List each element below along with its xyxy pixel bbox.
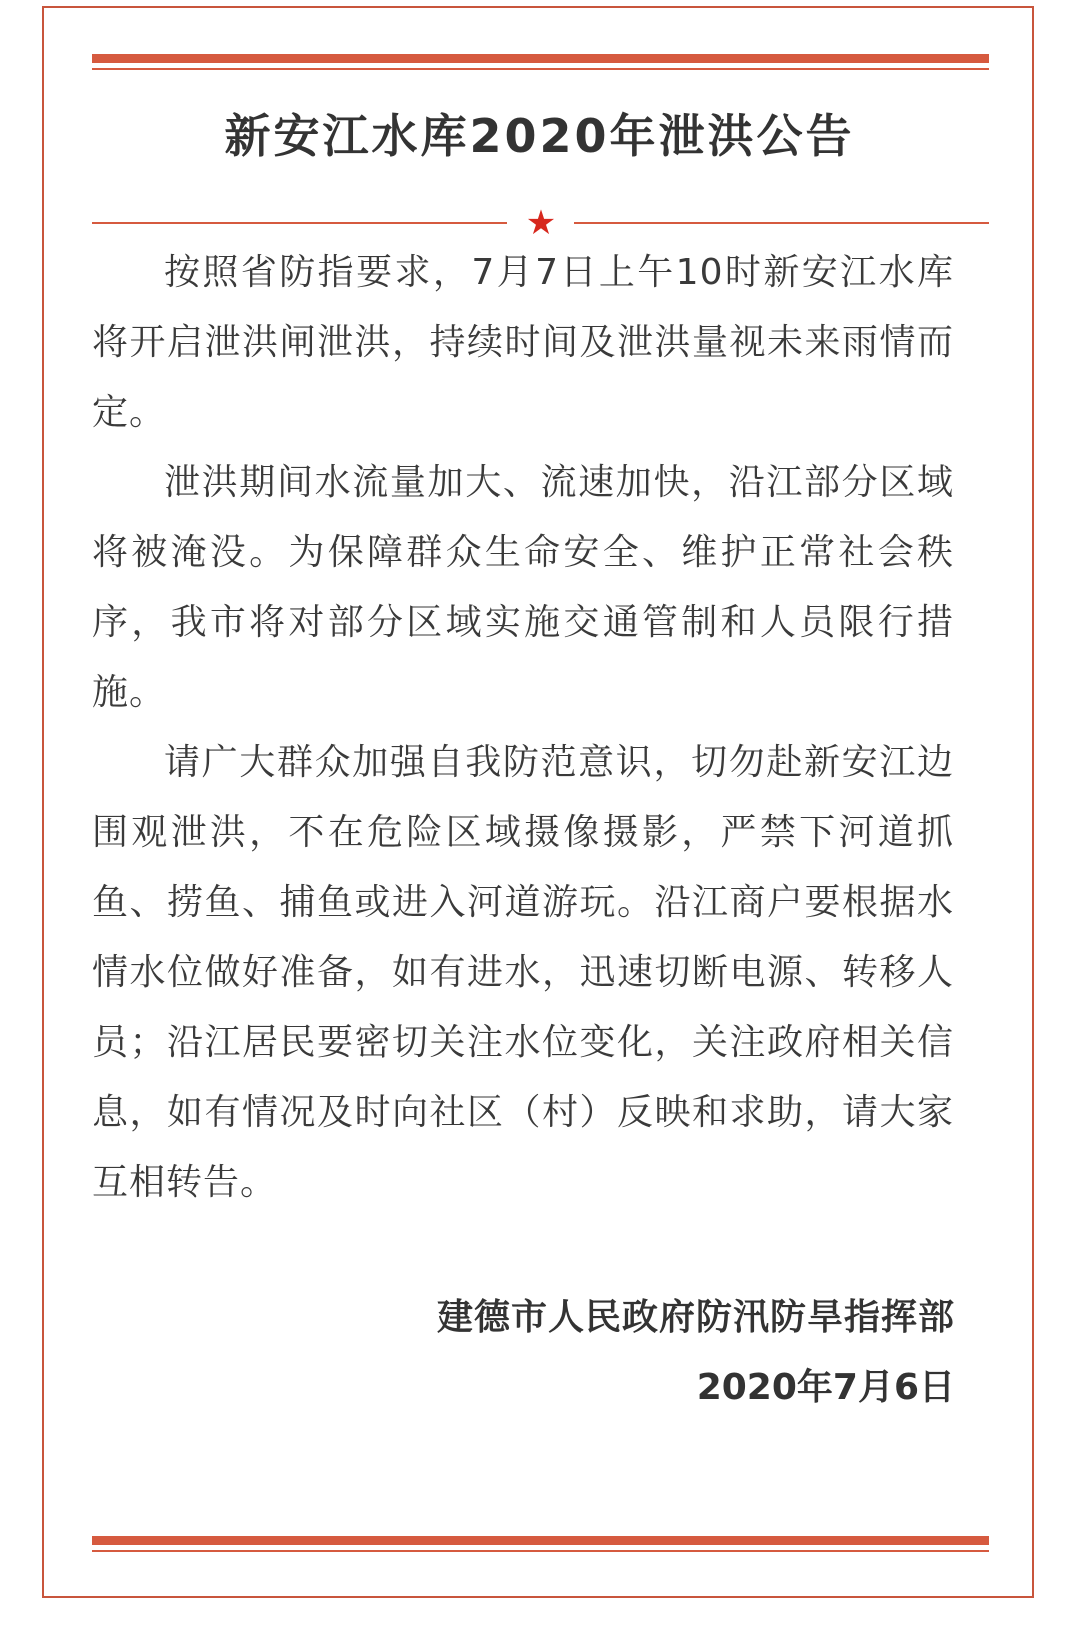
paragraph-2: 泄洪期间水流量加大、流速加快，沿江部分区域将被淹没。为保障群众生命安全、维护正常社会秩序，我市将对部分区域实施交通管制和人员限行措施。 (92, 462, 954, 713)
paragraph-3: 请广大群众加强自我防范意识，切勿赴新安江边围观泄洪，不在危险区域摄像摄影，严禁下河道抓鱼、捞鱼、捕鱼或进入河道游玩。沿江商户要根据水情水位做好准备，如有进水，迅速切断电源、转移人员；沿江居民要密切关注水位变化，关注政府相关信息，如有情况及时向社区（村）反映和求助，请大家互相转告。 (92, 742, 954, 1203)
signature-block (437, 1298, 955, 1408)
top-decorative-rule (92, 54, 989, 70)
title-divider (92, 203, 989, 243)
red-star-icon: ★ (525, 203, 557, 243)
divider-line-left (92, 222, 507, 224)
issue-date: 2020年7月6日 (696, 1367, 955, 1408)
notice-title: 新安江水库2020年泄洪公告 (224, 109, 855, 163)
paragraph-1: 按照省防指要求，7月7日上午10时新安江水库将开启泄洪闸泄洪，持续时间及泄洪量视未来雨情而定。 (92, 252, 954, 433)
divider-line-right (574, 222, 989, 224)
issuing-organization: 建德市人民政府防汛防旱指挥部 (436, 1297, 955, 1338)
bottom-decorative-rule (92, 1536, 989, 1552)
notice-body (92, 238, 954, 1218)
